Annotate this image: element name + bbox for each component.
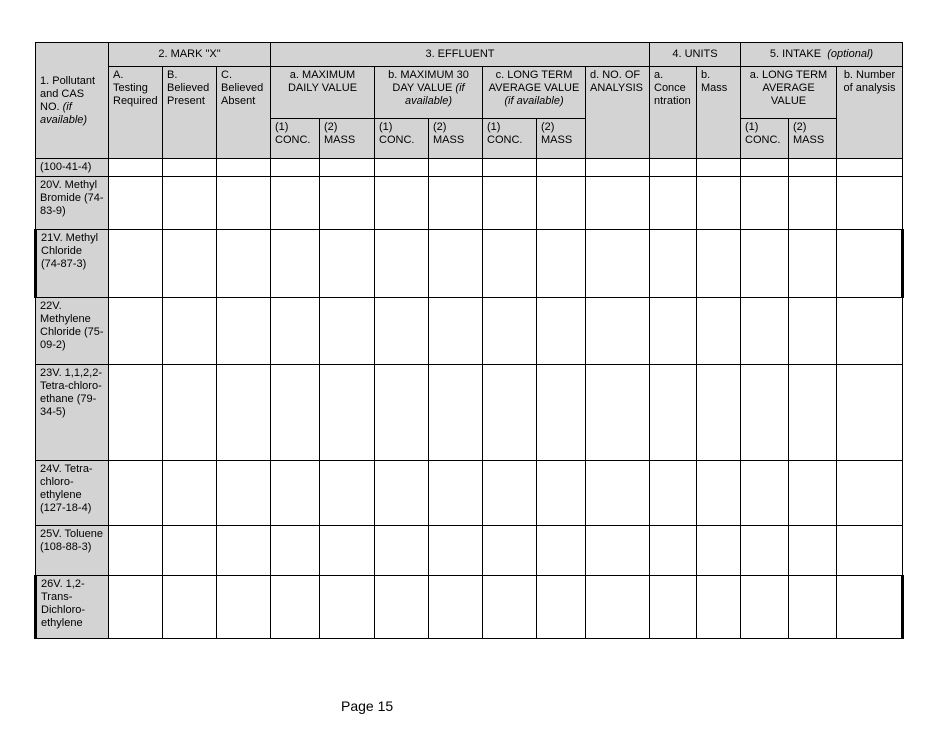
header-pollutant-label: 1. Pollutant and CAS NO.	[40, 74, 96, 113]
entry-cell[interactable]	[586, 576, 650, 639]
entry-cell[interactable]	[837, 526, 903, 576]
entry-cell[interactable]	[163, 526, 217, 576]
page-number: Page 15	[341, 698, 394, 714]
header-conc: (1) CONC.	[741, 119, 789, 159]
entry-cell[interactable]	[789, 159, 837, 177]
entry-cell[interactable]	[741, 177, 789, 230]
entry-cell[interactable]	[789, 230, 837, 298]
entry-cell[interactable]	[586, 159, 650, 177]
pollutant-label: 26V. 1,2-Trans-Dichloro-ethylene	[36, 576, 109, 639]
pollutant-label: 24V. Tetra-chloro-ethylene (127-18-4)	[36, 461, 109, 526]
entry-cell[interactable]	[271, 461, 320, 526]
entry-cell[interactable]	[109, 365, 163, 461]
entry-cell[interactable]	[163, 159, 217, 177]
entry-cell[interactable]	[429, 461, 483, 526]
entry-cell[interactable]	[741, 159, 789, 177]
entry-cell[interactable]	[586, 177, 650, 230]
entry-cell[interactable]	[163, 576, 217, 639]
entry-cell[interactable]	[163, 365, 217, 461]
entry-cell[interactable]	[483, 576, 537, 639]
header-intake-b: b. Number of analysis	[837, 67, 903, 159]
entry-cell[interactable]	[537, 576, 586, 639]
entry-cell[interactable]	[837, 461, 903, 526]
entry-cell[interactable]	[483, 526, 537, 576]
entry-cell[interactable]	[271, 230, 320, 298]
table-row	[36, 230, 903, 298]
entry-cell[interactable]	[109, 159, 163, 177]
entry-cell[interactable]	[217, 298, 271, 365]
entry-cell[interactable]	[375, 177, 429, 230]
entry-cell[interactable]	[217, 230, 271, 298]
entry-cell[interactable]	[271, 159, 320, 177]
entry-cell[interactable]	[650, 576, 697, 639]
entry-cell[interactable]	[741, 576, 789, 639]
entry-cell[interactable]	[741, 298, 789, 365]
entry-cell[interactable]	[586, 461, 650, 526]
entry-cell[interactable]	[429, 159, 483, 177]
entry-cell[interactable]	[650, 365, 697, 461]
entry-cell[interactable]	[537, 159, 586, 177]
entry-cell[interactable]	[586, 230, 650, 298]
entry-cell[interactable]	[217, 177, 271, 230]
entry-cell[interactable]	[375, 365, 429, 461]
entry-cell[interactable]	[429, 177, 483, 230]
header-intake-note: (optional)	[827, 48, 874, 60]
entry-cell[interactable]	[789, 365, 837, 461]
header-mark-b: B. Believed Present	[163, 67, 217, 159]
entry-cell[interactable]	[217, 461, 271, 526]
entry-cell[interactable]	[650, 177, 697, 230]
table-row	[36, 576, 903, 639]
header-conc: (1) CONC.	[271, 119, 320, 159]
entry-cell[interactable]	[537, 461, 586, 526]
entry-cell[interactable]	[271, 576, 320, 639]
entry-cell[interactable]	[109, 230, 163, 298]
entry-cell[interactable]	[697, 576, 741, 639]
header-mass: (2) MASS	[789, 119, 837, 159]
entry-cell[interactable]	[837, 365, 903, 461]
table-row	[36, 365, 903, 461]
header-units-a: a. Conce ntration	[650, 67, 697, 159]
entry-cell[interactable]	[109, 298, 163, 365]
table-row	[36, 461, 903, 526]
entry-cell[interactable]	[375, 576, 429, 639]
entry-cell[interactable]	[429, 230, 483, 298]
entry-cell[interactable]	[320, 177, 375, 230]
entry-cell[interactable]	[163, 298, 217, 365]
entry-cell[interactable]	[586, 526, 650, 576]
entry-cell[interactable]	[789, 576, 837, 639]
entry-cell[interactable]	[483, 461, 537, 526]
entry-cell[interactable]	[217, 365, 271, 461]
entry-cell[interactable]	[109, 461, 163, 526]
header-row-1	[36, 43, 903, 67]
entry-cell[interactable]	[483, 159, 537, 177]
entry-cell[interactable]	[109, 177, 163, 230]
table-row	[36, 298, 903, 365]
table-row	[36, 526, 903, 576]
header-mass: (2) MASS	[320, 119, 375, 159]
header-eff-c-label: c. LONG TERM AVERAGE VALUE	[488, 69, 580, 94]
entry-cell[interactable]	[837, 159, 903, 177]
pollutant-label: 21V. Methyl Chloride (74-87-3)	[36, 230, 109, 298]
entry-cell[interactable]	[163, 461, 217, 526]
header-effluent: 3. EFFLUENT	[271, 43, 650, 67]
header-mark-a: A. Testing Required	[109, 67, 163, 159]
pollutant-label: (100-41-4)	[36, 159, 109, 177]
entry-cell[interactable]	[697, 230, 741, 298]
entry-cell[interactable]	[375, 230, 429, 298]
pollutant-label: 22V. Methylene Chloride (75-09-2)	[36, 298, 109, 365]
entry-cell[interactable]	[429, 576, 483, 639]
entry-cell[interactable]	[697, 298, 741, 365]
entry-cell[interactable]	[697, 159, 741, 177]
pollutant-label: 20V. Methyl Bromide (74-83-9)	[36, 177, 109, 230]
entry-cell[interactable]	[537, 298, 586, 365]
header-mark: 2. MARK "X"	[109, 43, 271, 67]
entry-cell[interactable]	[586, 298, 650, 365]
header-eff-c	[483, 67, 586, 119]
entry-cell[interactable]	[837, 298, 903, 365]
header-eff-b-note: (if available)	[404, 82, 465, 107]
entry-cell[interactable]	[837, 576, 903, 639]
entry-cell[interactable]	[429, 298, 483, 365]
entry-cell[interactable]	[789, 298, 837, 365]
header-mark-c: C. Believed Absent	[217, 67, 271, 159]
header-conc: (1) CONC.	[375, 119, 429, 159]
header-intake	[741, 43, 903, 67]
header-eff-b-label: b. MAXIMUM 30 DAY VALUE	[388, 69, 469, 94]
entry-cell[interactable]	[429, 365, 483, 461]
entry-cell[interactable]	[650, 526, 697, 576]
entry-cell[interactable]	[163, 177, 217, 230]
header-row-2	[36, 67, 903, 119]
entry-cell[interactable]	[217, 526, 271, 576]
entry-cell[interactable]	[320, 298, 375, 365]
entry-cell[interactable]	[320, 461, 375, 526]
entry-cell[interactable]	[789, 526, 837, 576]
header-eff-b	[375, 67, 483, 119]
entry-cell[interactable]	[697, 526, 741, 576]
header-intake-label: 5. INTAKE	[769, 48, 822, 60]
entry-cell[interactable]	[271, 365, 320, 461]
header-mass: (2) MASS	[429, 119, 483, 159]
pollutant-label: 25V. Toluene (108-88-3)	[36, 526, 109, 576]
entry-cell[interactable]	[483, 177, 537, 230]
header-eff-c-note: (if available)	[504, 95, 564, 107]
header-pollutant	[36, 43, 109, 159]
entry-cell[interactable]	[271, 526, 320, 576]
entry-cell[interactable]	[537, 526, 586, 576]
entry-cell[interactable]	[271, 177, 320, 230]
entry-cell[interactable]	[375, 526, 429, 576]
entry-cell[interactable]	[697, 461, 741, 526]
entry-cell[interactable]	[320, 576, 375, 639]
entry-cell[interactable]	[375, 461, 429, 526]
entry-cell[interactable]	[650, 298, 697, 365]
entry-cell[interactable]	[483, 365, 537, 461]
header-eff-a: a. MAXIMUM DAILY VALUE	[271, 67, 375, 119]
entry-cell[interactable]	[109, 576, 163, 639]
table-row	[36, 177, 903, 230]
entry-cell[interactable]	[537, 230, 586, 298]
entry-cell[interactable]	[375, 298, 429, 365]
entry-cell[interactable]	[741, 365, 789, 461]
entry-cell[interactable]	[650, 230, 697, 298]
entry-cell[interactable]	[837, 230, 903, 298]
entry-cell[interactable]	[586, 365, 650, 461]
entry-cell[interactable]	[741, 526, 789, 576]
header-units: 4. UNITS	[650, 43, 741, 67]
entry-cell[interactable]	[375, 159, 429, 177]
entry-cell[interactable]	[650, 159, 697, 177]
header-conc: (1) CONC.	[483, 119, 537, 159]
entry-cell[interactable]	[271, 298, 320, 365]
entry-cell[interactable]	[429, 526, 483, 576]
header-intake-a: a. LONG TERM AVERAGE VALUE	[741, 67, 837, 119]
table-row	[36, 159, 903, 177]
entry-cell[interactable]	[837, 177, 903, 230]
entry-cell[interactable]	[217, 159, 271, 177]
pollutant-form-table	[34, 42, 904, 639]
entry-cell[interactable]	[741, 230, 789, 298]
entry-cell[interactable]	[537, 365, 586, 461]
entry-cell[interactable]	[697, 365, 741, 461]
entry-cell[interactable]	[163, 230, 217, 298]
header-pollutant-note: (if available)	[40, 100, 88, 126]
header-units-b: b. Mass	[697, 67, 741, 159]
entry-cell[interactable]	[320, 365, 375, 461]
header-mass: (2) MASS	[537, 119, 586, 159]
entry-cell[interactable]	[320, 230, 375, 298]
entry-cell[interactable]	[650, 461, 697, 526]
entry-cell[interactable]	[537, 177, 586, 230]
entry-cell[interactable]	[741, 461, 789, 526]
header-eff-d: d. NO. OF ANALYSIS	[586, 67, 650, 159]
entry-cell[interactable]	[109, 526, 163, 576]
entry-cell[interactable]	[320, 159, 375, 177]
entry-cell[interactable]	[483, 298, 537, 365]
pollutant-label: 23V. 1,1,2,2-Tetra-chloro-ethane (79-34-5)	[36, 365, 109, 461]
entry-cell[interactable]	[789, 177, 837, 230]
entry-cell[interactable]	[789, 461, 837, 526]
entry-cell[interactable]	[217, 576, 271, 639]
entry-cell[interactable]	[320, 526, 375, 576]
entry-cell[interactable]	[697, 177, 741, 230]
entry-cell[interactable]	[483, 230, 537, 298]
